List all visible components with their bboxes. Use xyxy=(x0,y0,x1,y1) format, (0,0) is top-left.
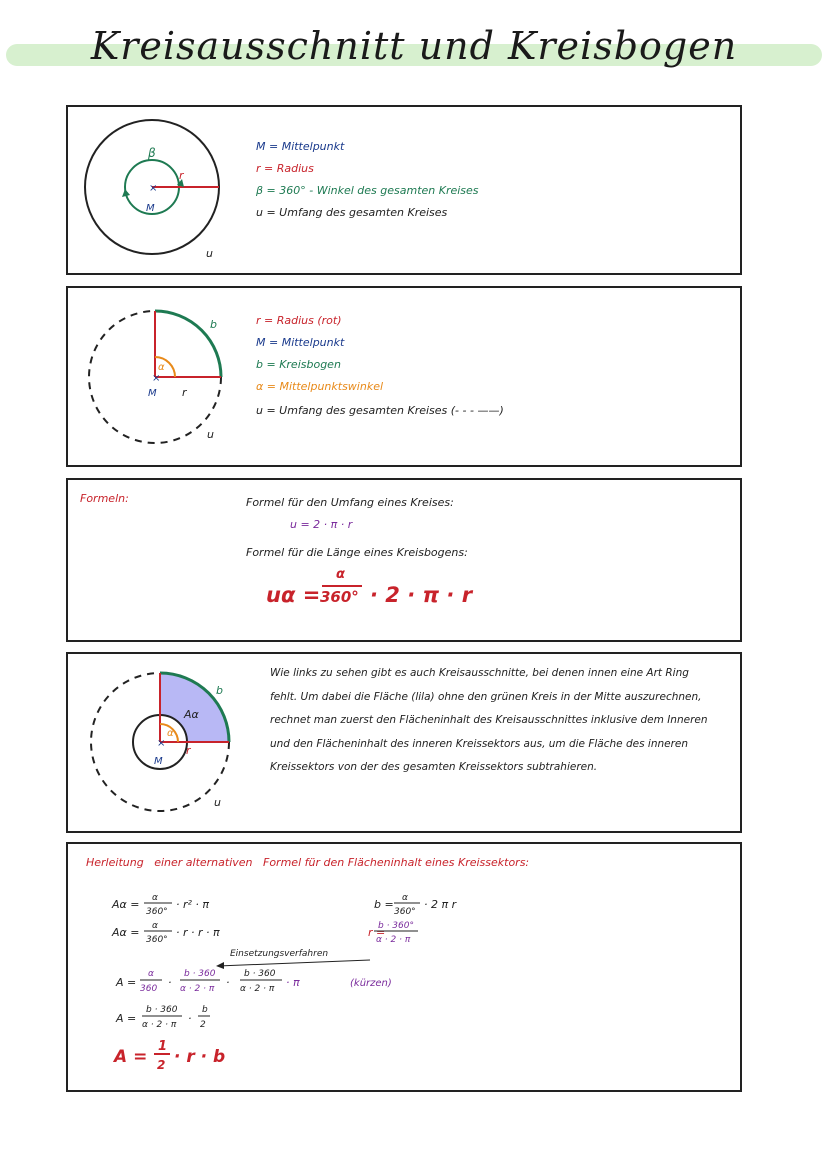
final-num: 1 xyxy=(158,1039,168,1054)
b-label: b xyxy=(216,684,223,697)
umfang-formula: u = 2 · π · r xyxy=(290,518,353,531)
arrow-head xyxy=(216,962,224,969)
l3-lhs: A = xyxy=(116,976,137,989)
r2-num: b · 360° xyxy=(378,921,414,931)
u-label: u xyxy=(206,247,213,260)
l4-lhs: A = xyxy=(116,1012,137,1025)
l2-den: 360° xyxy=(146,935,168,945)
l4-f1-num: b · 360 xyxy=(146,1005,178,1015)
derivation-heading xyxy=(86,852,529,874)
l3-f1-den: 360 xyxy=(140,984,158,994)
substitution-arrow xyxy=(218,960,370,966)
svg-text:×: × xyxy=(149,183,158,194)
bogen-den: 360° xyxy=(320,588,359,606)
bogen-rhs: · 2 · π · r xyxy=(370,583,473,607)
legend-item: u = Umfang des gesamten Kreises (- - - ——) xyxy=(256,404,504,417)
heading-rest: Formel für den Flächeninhalt eines Kreissektors: xyxy=(263,856,530,869)
l2-rhs: · r · r · π xyxy=(176,926,220,939)
svg-text:·: · xyxy=(226,976,230,989)
legend-item: r = Radius (rot) xyxy=(256,314,342,327)
l2-lhs: Aα = xyxy=(112,926,140,939)
alpha-label: α xyxy=(158,362,165,373)
l2-num: α xyxy=(152,921,158,931)
l4-f2-num: b xyxy=(202,1005,208,1015)
derivation-math xyxy=(68,878,736,1088)
u-label: u xyxy=(207,428,214,441)
r1-num: α xyxy=(402,893,408,903)
m-label: M xyxy=(146,203,155,214)
svg-text:×: × xyxy=(152,373,161,384)
l4-f2-den: 2 xyxy=(200,1020,206,1030)
svg-text:·: · xyxy=(168,976,172,989)
alpha-label: α xyxy=(167,728,174,739)
r2-lhs: r = xyxy=(368,926,386,939)
l1-rhs: · r² · π xyxy=(176,898,210,911)
final-rhs: · r · b xyxy=(174,1047,226,1067)
r1-rhs: · 2 π r xyxy=(424,898,457,911)
l3-f2-num: b · 360 xyxy=(184,969,216,979)
circle-diagram-1 xyxy=(68,107,268,273)
bogen-lhs: uα = xyxy=(266,583,321,607)
r2-den: α · 2 · π xyxy=(376,935,411,945)
m-label: M xyxy=(148,388,157,399)
legend-item: α = Mittelpunktswinkel xyxy=(256,380,384,393)
box-circle-basics xyxy=(66,105,742,275)
legend-item: u = Umfang des gesamten Kreises xyxy=(256,206,448,219)
kuerzen-note: (kürzen) xyxy=(350,978,392,989)
r-label: r xyxy=(186,744,191,757)
r1-den: 360° xyxy=(394,907,416,917)
r-label: r xyxy=(182,386,187,399)
r-label: r xyxy=(179,169,184,182)
circle-diagram-2 xyxy=(68,288,268,465)
l3-tail: · π xyxy=(286,976,300,989)
r1-lhs: b = xyxy=(374,898,394,911)
bogen-formula xyxy=(266,564,526,624)
box-derivation xyxy=(66,842,742,1092)
svg-text:×: × xyxy=(157,738,166,749)
l3-f3-num: b · 360 xyxy=(244,969,276,979)
umfang-label: Formel für den Umfang eines Kreises: xyxy=(246,496,454,509)
box-arc xyxy=(66,286,742,467)
formulas-heading: Formeln: xyxy=(80,492,129,505)
l1-den: 360° xyxy=(146,907,168,917)
legend-item: β = 360° - Winkel des gesamten Kreises xyxy=(256,184,479,197)
bogen-label: Formel für die Länge eines Kreisbogens: xyxy=(246,546,468,559)
bogen-num: α xyxy=(336,567,345,582)
l3-f1-num: α xyxy=(148,969,154,979)
circle-diagram-3 xyxy=(68,654,268,831)
final-den: 2 xyxy=(157,1058,166,1072)
heading-red: Herleitung xyxy=(86,856,144,869)
m-label: M xyxy=(154,756,163,767)
ring-sector-paragraph: Wie links zu sehen gibt es auch Kreisausschnitte, bei denen innen eine Art Ring fehlt. Um dabei die Fläche (lila) ohne den grünen Kreis in der Mitte auszurechnen, rechnet man zuerst den Flächeninhalt des Kreisausschnittes inklusive dem Inneren und den Flächeninhalt des inneren Kreissektors aus, um die Fläche des inneren Kreissektors von der des gesamten Kreissektors subtrahieren. xyxy=(270,667,708,773)
final-lhs: A = xyxy=(114,1047,148,1067)
legend-item: M = Mittelpunkt xyxy=(256,336,345,349)
legend-item: r = Radius xyxy=(256,162,314,175)
l1-lhs: Aα = xyxy=(112,898,140,911)
l3-f2-den: α · 2 · π xyxy=(180,984,215,994)
legend-item: M = Mittelpunkt xyxy=(256,140,345,153)
page-title: Kreisausschnitt und Kreisbogen xyxy=(90,24,738,68)
svg-text:·: · xyxy=(188,1012,192,1025)
beta-label: β xyxy=(148,146,156,160)
heading-black: einer alternativen xyxy=(154,856,253,869)
l3-f3-den: α · 2 · π xyxy=(240,984,275,994)
b-label: b xyxy=(210,318,217,331)
legend-item: b = Kreisbogen xyxy=(256,358,341,371)
l4-f1-den: α · 2 · π xyxy=(142,1020,177,1030)
box-formulas xyxy=(66,478,742,642)
einsetz-label: Einsetzungsverfahren xyxy=(230,949,329,959)
l1-num: α xyxy=(152,893,158,903)
a-alpha-label: Aα xyxy=(184,708,199,721)
u-label: u xyxy=(214,796,221,809)
